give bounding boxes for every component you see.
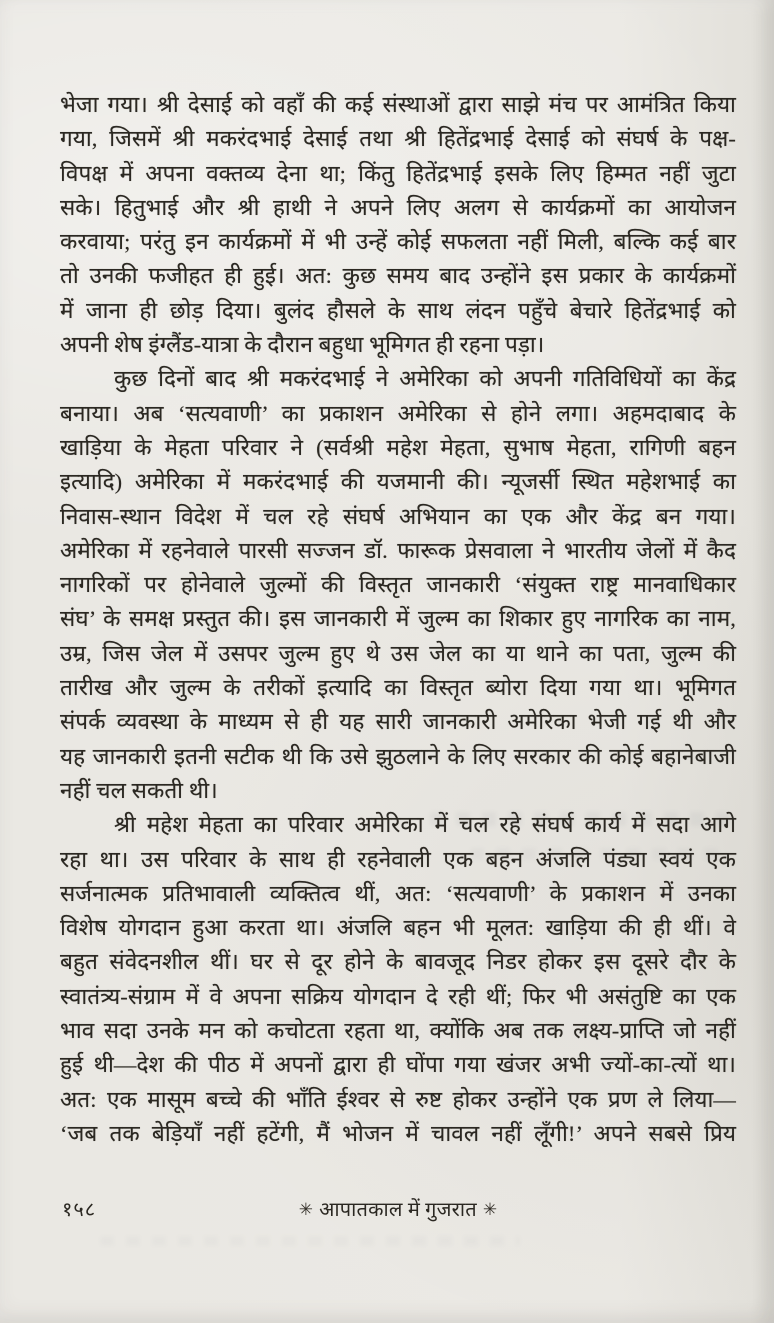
text-line: अमेरिका में रहनेवाले पारसी सज्जन डॉ. फारूक प्रेसवाला ने भारतीय जेलों में कैद: [60, 537, 736, 563]
text-line: खाड़िया के मेहता परिवार ने (सर्वश्री महेश मेहता, सुभाष मेहता, रागिणी बहन: [60, 434, 736, 460]
text-line: संपर्क व्यवस्था के माध्यम से ही यह सारी जानकारी अमेरिका भेजी गई थी और: [60, 709, 736, 735]
paragraph: [60, 808, 736, 1151]
text-line: नागरिकों पर होनेवाले जुल्मों की विस्तृत जानकारी ‘संयुक्त राष्ट्र मानवाधिकार: [60, 572, 736, 598]
text-line: उम्र, जिस जेल में उसपर जुल्म हुए थे उस जेल का या थाने का पता, जुल्म की: [60, 640, 736, 666]
text-line: कुछ दिनों बाद श्री मकरंदभाई ने अमेरिका को अपनी गतिविधियों का केंद्र: [114, 366, 736, 392]
text-line: भेजा गया। श्री देसाई को वहाँ की कई संस्थाओं द्वारा साझे मंच पर आमंत्रित किया: [60, 92, 736, 117]
text-line: सर्जनात्मक प्रतिभावाली व्यक्तित्व थीं, अत: ‘सत्यवाणी’ के प्रकाशन में उनका: [60, 880, 736, 906]
page-number: १५८: [62, 1199, 97, 1221]
text-line: करवाया; परंतु इन कार्यक्रमों में भी उन्हें कोई सफलता नहीं मिली, बल्कि कई बार: [60, 229, 736, 255]
text-line: तो उनकी फजीहत ही हुई। अत: कुछ समय बाद उन्होंने इस प्रकार के कार्यक्रमों: [60, 263, 736, 289]
text-line: विशेष योगदान हुआ करता था। अंजलि बहन भी मूलत: खाड़िया की ही थीं। वे: [60, 915, 736, 941]
text-line: बहुत संवेदनशील थीं। घर से दूर होने के बावजूद निडर होकर इस दूसरे दौर के: [60, 949, 736, 975]
asterisk-ornament-icon: ✳: [298, 1200, 314, 1219]
paragraph: [60, 362, 736, 808]
text-line: स्वातंत्र्य-संग्राम में वे अपना सक्रिय योगदान दे रही थीं; फिर भी असंतुष्टि का एक: [60, 983, 736, 1009]
text-line: निवास-स्थान विदेश में चल रहे संघर्ष अभियान का एक और केंद्र बन गया।: [60, 503, 736, 529]
text-line: में जाना ही छोड़ दिया। बुलंद हौसले के साथ लंदन पहुँचे बेचारे हितेंद्रभाई को: [60, 297, 736, 323]
text-line: बनाया। अब ‘सत्यवाणी’ का प्रकाशन अमेरिका से होने लगा। अहमदाबाद के: [60, 400, 736, 426]
text-line: भाव सदा उनके मन को कचोटता रहता था, क्योंकि अब तक लक्ष्य-प्राप्ति जो नहीं: [60, 1018, 736, 1044]
asterisk-ornament-icon: ✳: [482, 1200, 498, 1219]
text-line: संघ’ के समक्ष प्रस्तुत की। इस जानकारी में जुल्म का शिकार हुए नागरिक का नाम,: [60, 606, 736, 632]
text-line: ‘जब तक बेड़ियाँ नहीं हटेंगी, मैं भोजन में चावल नहीं लूँगी!’ अपने सबसे प्रिय: [60, 1120, 736, 1146]
text-line: हुई थी—देश की पीठ में अपनों द्वारा ही घोंपा गया खंजर अभी ज्यों-का-त्यों था।: [60, 1052, 736, 1078]
show-through-artifact: [100, 1236, 520, 1246]
text-line: श्री महेश मेहता का परिवार अमेरिका में चल रहे संघर्ष कार्य में सदा आगे: [114, 812, 736, 838]
text-line: सके। हितुभाई और श्री हाथी ने अपने लिए अलग से कार्यक्रमों का आयोजन: [60, 194, 736, 220]
text-line: विपक्ष में अपना वक्तव्य देना था; किंतु हितेंद्रभाई इसके लिए हिम्मत नहीं जुटा: [60, 160, 736, 186]
text-line: रहा था। उस परिवार के साथ ही रहनेवाली एक बहन अंजलि पंड्या स्वयं एक: [60, 846, 736, 872]
paragraph: [60, 88, 736, 362]
running-title: [60, 1194, 736, 1227]
text-line: अपनी शेष इंग्लैंड-यात्रा के दौरान बहुधा भूमिगत ही रहना पड़ा।: [60, 332, 545, 358]
text-line: गया, जिसमें श्री मकरंदभाई देसाई तथा श्री हितेंद्रभाई देसाई को संघर्ष के पक्ष-: [60, 126, 736, 152]
text-line: नहीं चल सकती थी।: [60, 777, 218, 803]
page-text: [60, 88, 736, 1151]
page-footer: [60, 1194, 736, 1226]
text-line: इत्यादि) अमेरिका में मकरंदभाई की यजमानी की। न्यूजर्सी स्थित महेशभाई का: [60, 469, 736, 495]
text-line: अत: एक मासूम बच्चे की भाँति ईश्वर से रुष्ट होकर उन्होंने एक प्रण ले लिया—: [60, 1086, 736, 1112]
text-line: तारीख और जुल्म के तरीकों इत्यादि का विस्तृत ब्योरा दिया गया था। भूमिगत: [60, 675, 736, 701]
running-title-text: आपातकाल में गुजरात: [319, 1199, 477, 1221]
text-line: यह जानकारी इतनी सटीक थी कि उसे झुठलाने के लिए सरकार की कोई बहानेबाजी: [60, 743, 736, 769]
